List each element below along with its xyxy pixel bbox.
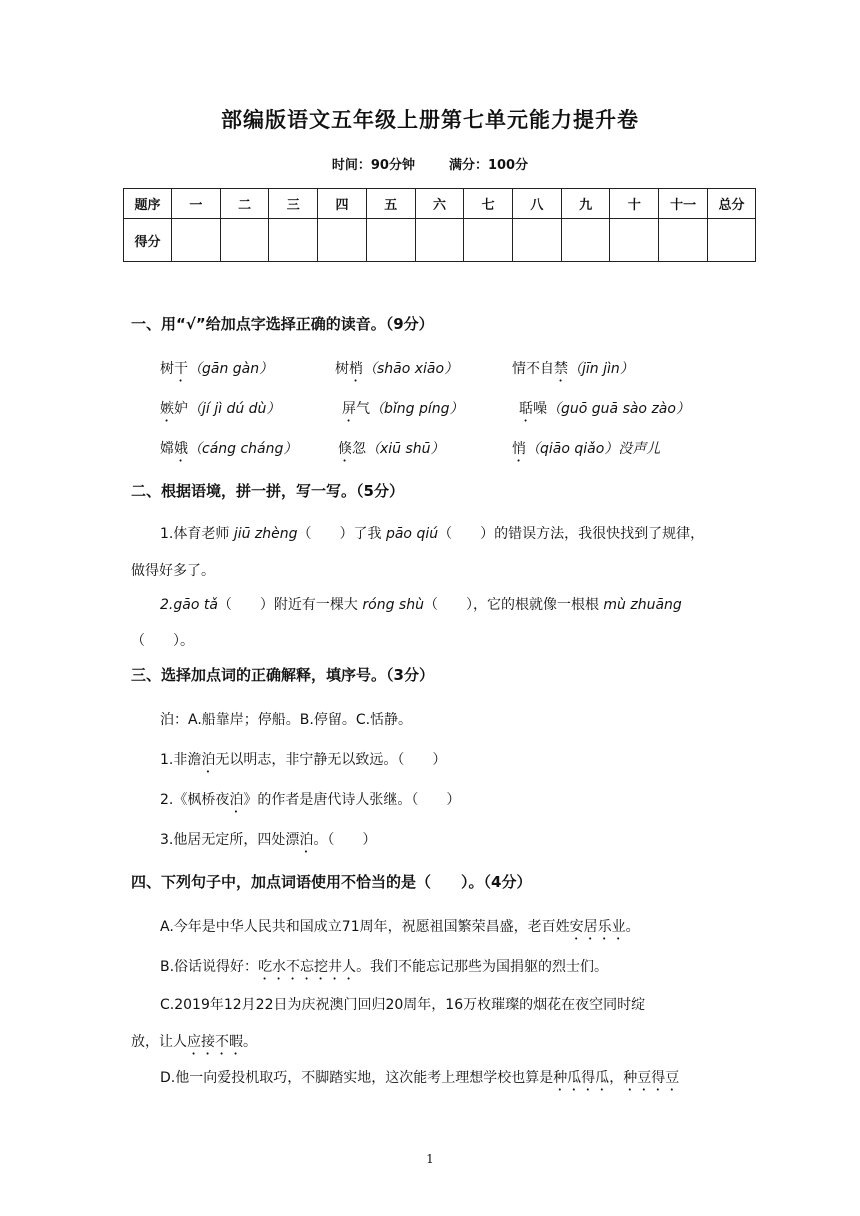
item-text: 忽 xyxy=(352,441,366,457)
score-table-header-row xyxy=(124,189,756,219)
question-3-3 xyxy=(160,829,376,856)
item-text: 气 xyxy=(356,401,370,417)
score-header-cell: 七 xyxy=(464,189,513,219)
time-limit: 时间：90分钟 xyxy=(331,158,415,173)
section-1-title: 一、用“√”给加点字选择正确的读音。（9分） xyxy=(131,315,434,333)
pinyin-prompt: 2.gāo tǎ xyxy=(160,597,218,613)
pinyin-item xyxy=(519,398,690,425)
item-text: 树 xyxy=(160,361,174,377)
dotted-phrase: 应接不暇 xyxy=(187,1034,243,1050)
dotted-char: 禁 xyxy=(554,361,568,377)
score-header-cell: 十 xyxy=(610,189,659,219)
dotted-char: 梢 xyxy=(349,361,363,377)
pinyin-options[interactable]: （xiū shū） xyxy=(366,441,445,457)
score-header-cell: 二 xyxy=(220,189,269,219)
item-text: 妒 xyxy=(174,401,188,417)
score-entry-cell[interactable] xyxy=(172,219,221,262)
dotted-phrase: 安居乐业 xyxy=(569,919,626,935)
question-text: 3.他居无定所，四处漂 xyxy=(160,832,300,848)
score-row-label: 得分 xyxy=(124,219,172,262)
pinyin-item xyxy=(160,358,273,385)
option-text: 放，让人 xyxy=(131,1034,187,1050)
dotted-char: 泊 xyxy=(229,792,244,808)
item-text: 树 xyxy=(335,361,349,377)
score-header-cell: 五 xyxy=(366,189,415,219)
pinyin-prompt: pāo qiú xyxy=(385,526,439,542)
section-3-title: 三、选择加点词的正确解释，填序号。（3分） xyxy=(131,666,434,684)
score-header-cell: 八 xyxy=(513,189,562,219)
option-c-cont xyxy=(131,1031,257,1058)
pinyin-options[interactable]: （guō guā sào zào） xyxy=(547,401,690,417)
item-text: 噪 xyxy=(533,401,547,417)
answer-blank[interactable]: 无以明志，非宁静无以致远。（ ） xyxy=(215,752,447,768)
score-table xyxy=(123,188,756,262)
question-text: 1.体育老师 xyxy=(160,526,234,542)
score-entry-cell[interactable] xyxy=(464,219,513,262)
pinyin-prompt: róng shù xyxy=(362,597,424,613)
pinyin-prompt: mù zhuāng xyxy=(603,597,682,613)
score-header-cell: 三 xyxy=(269,189,318,219)
section-2-title: 二、根据语境，拼一拼，写一写。（5分） xyxy=(131,482,404,500)
pinyin-options[interactable]: （jí jì dú dù） xyxy=(188,401,281,417)
score-entry-cell[interactable] xyxy=(366,219,415,262)
dotted-char: 娥 xyxy=(174,441,188,457)
question-2-1-cont: 做得好多了。 xyxy=(131,563,215,579)
question-2-1 xyxy=(160,523,704,543)
dotted-char: 干 xyxy=(174,361,188,377)
score-entry-cell[interactable] xyxy=(610,219,659,262)
dotted-char: 悄 xyxy=(512,441,526,457)
score-header-cell: 十一 xyxy=(659,189,708,219)
answer-blank[interactable]: 》的作者是唐代诗人张继。（ ） xyxy=(243,792,461,808)
score-table-score-row xyxy=(124,219,756,262)
score-entry-cell[interactable] xyxy=(659,219,708,262)
score-header-cell: 九 xyxy=(561,189,610,219)
pinyin-options[interactable]: （bǐng píng） xyxy=(370,401,464,417)
item-text: 情不自 xyxy=(512,361,554,377)
pinyin-item xyxy=(338,438,445,465)
score-entry-cell[interactable] xyxy=(269,219,318,262)
exam-meta xyxy=(0,154,860,173)
pinyin-item xyxy=(335,358,458,385)
pinyin-options[interactable]: （jīn jìn） xyxy=(568,361,634,377)
exam-title: 部编版语文五年级上册第七单元能力提升卷 xyxy=(221,108,639,132)
question-3-1 xyxy=(160,749,446,776)
pinyin-item xyxy=(160,398,280,425)
pinyin-options[interactable]: （gān gàn） xyxy=(188,361,274,377)
section-4-title: 四、下列句子中，加点词语使用不恰当的是（ ）。（4分） xyxy=(131,873,532,891)
item-text: 嫦 xyxy=(160,441,174,457)
score-entry-cell[interactable] xyxy=(318,219,367,262)
score-entry-cell[interactable] xyxy=(415,219,464,262)
option-text: A.今年是中华人民共和国成立71周年，祝愿祖国繁荣昌盛，老百姓 xyxy=(160,919,570,935)
answer-blank[interactable]: （ ）附近有一棵大 xyxy=(217,597,363,613)
definition-line: 泊：A.船靠岸；停船。B.停留。C.恬静。 xyxy=(160,712,413,728)
answer-blank[interactable]: （ ），它的根就像一根根 xyxy=(423,597,604,613)
option-a[interactable] xyxy=(160,916,640,943)
score-entry-cell[interactable] xyxy=(561,219,610,262)
pinyin-options[interactable]: （shāo xiāo） xyxy=(363,361,459,377)
pinyin-item xyxy=(160,438,297,465)
score-entry-cell[interactable] xyxy=(220,219,269,262)
dotted-char: 泊 xyxy=(299,832,314,848)
option-d[interactable] xyxy=(160,1067,679,1094)
page-number: 1 xyxy=(426,1152,434,1166)
pinyin-options[interactable]: （qiāo qiǎo）没声儿 xyxy=(526,441,661,457)
pinyin-options[interactable]: （cáng cháng） xyxy=(188,441,298,457)
option-text: 。 xyxy=(625,919,640,935)
question-2-2 xyxy=(160,594,682,614)
option-text: D.他一向爱投机取巧，不脚踏实地，这次能考上理想学校也算是 xyxy=(160,1070,554,1086)
dotted-phrase: 吃水不忘挖井人 xyxy=(258,959,357,975)
dotted-phrase: 种瓜得瓜，种豆得豆 xyxy=(553,1070,680,1086)
full-score: 满分：100分 xyxy=(448,158,529,173)
score-entry-cell[interactable] xyxy=(708,219,756,262)
score-header-cell: 一 xyxy=(172,189,221,219)
answer-blank[interactable]: 。（ ） xyxy=(313,832,377,848)
dotted-char: 屏 xyxy=(342,401,356,417)
option-c[interactable]: C.2019年12月22日为庆祝澳门回归20周年，16万枚璀璨的烟花在夜空同时绽 xyxy=(160,997,646,1013)
dotted-char: 嫉 xyxy=(160,401,174,417)
question-text: 2.《枫桥夜 xyxy=(160,792,230,808)
pinyin-item xyxy=(512,438,660,465)
option-b[interactable] xyxy=(160,956,608,983)
question-3-2 xyxy=(160,789,460,816)
question-text: 1.非澹 xyxy=(160,752,202,768)
answer-blank[interactable]: （ ）了我 xyxy=(297,526,386,542)
dotted-char: 倏 xyxy=(338,441,352,457)
option-text: 。 xyxy=(243,1034,257,1050)
answer-blank[interactable]: （ ）的错误方法，我很快找到了规律， xyxy=(438,526,705,542)
score-header-cell: 总分 xyxy=(708,189,756,219)
score-header-cell: 六 xyxy=(415,189,464,219)
pinyin-item xyxy=(342,398,464,425)
option-text: 。我们不能忘记那些为国捐躯的烈士们。 xyxy=(356,959,609,975)
question-2-2-cont[interactable]: （ ）。 xyxy=(131,633,194,649)
dotted-char: 聒 xyxy=(519,401,533,417)
pinyin-item xyxy=(512,358,634,385)
score-header-cell: 四 xyxy=(318,189,367,219)
score-header-cell: 题序 xyxy=(124,189,172,219)
dotted-char: 泊 xyxy=(201,752,216,768)
option-text: B.俗话说得好： xyxy=(160,959,259,975)
score-entry-cell[interactable] xyxy=(513,219,562,262)
pinyin-prompt: jiū zhèng xyxy=(233,526,298,542)
